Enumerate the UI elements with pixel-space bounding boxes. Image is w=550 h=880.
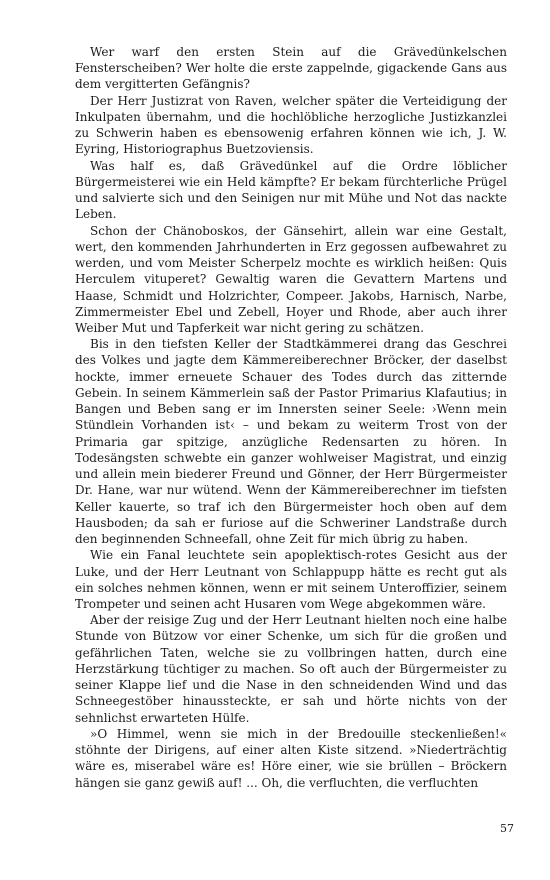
paragraph-2: Der Herr Justizrat von Raven, welcher später die Verteidigung der Inkulpaten übernahm, und die hochlöbliche herzogliche Justizkanzlei zu Schwerin haben es ebensowenig erfahren können wie ich, J. W. Eyring, Historiographus Buetzoviensis. [75, 93, 507, 157]
paragraph-7: Aber der reisige Zug und der Herr Leutnant hielten noch eine halbe Stunde von Bützow vor einer Schenke, um sich für die großen und gefährlichen Taten, welche sie zu vollbringen hatten, durch eine Herzstärkung tüchtiger zu machen. So oft auch der Bürgermeister zu seiner Klappe lief und die Nase in den schneidenden Wind und das Schneegestöber hinaussteckte, er sah und hörte nichts von der sehnlichst erwarteten Hülfe. [75, 613, 507, 725]
paragraph-1: Wer warf den ersten Stein auf die Grävedünkelschen Fensterscheiben? Wer holte die erste zappelnde, gigackende Gans aus dem vergitterten Gefängnis? [75, 45, 507, 92]
paragraph-3: Was half es, daß Grävedünkel auf die Ordre löblicher Bürgermeisterei wie ein Held kämpfte? Er bekam fürchterliche Prügel und salvierte sich und den Seinigen nur mit Mühe und Not das nackte Leben. [75, 158, 507, 222]
paragraph-5: Bis in den tiefsten Keller der Stadtkämmerei drang das Geschrei des Volkes und jagte dem Kämmereiberechner Bröcker, der daselbst hockte, immer erneuete Schauer des Todes durch das zitternde Gebein. In seinem Kämmerlein saß der Pastor Primarius Klafautius; in Bangen und Beben sang er im Innersten seiner Seele: ›Wenn mein Stündlein Vorhanden ist‹ – und bekam zu weiterm Trost von der Primaria gar spitzige, anzügliche Redensarten zu hören. In Todesängsten schwebte ein ganzer wohlweiser Magistrat, und einzig und allein mein biederer Freund und Gönner, der Herr Bürgermeister Dr. Hane, war nur wütend. Wenn der Kämmereiberechner im tiefsten Keller kauerte, so traf ich den Bürgermeister hoch oben auf dem Hausboden; da sah er furiose auf die Schweriner Landstraße durch den beginnenden Schneefall, ohne Zeit für mich übrig zu haben. [75, 337, 507, 547]
paragraph-6: Wie ein Fanal leuchtete sein apoplektisch-rotes Gesicht aus der Luke, und der Herr Leutnant von Schlappupp hätte es recht gut als ein solches nehmen können, wenn er mit seinem Unteroffizier, seinem Trompeter und seinen acht Husaren vom Wege abgekommen wäre. [75, 548, 507, 611]
paragraph-8: »O Himmel, wenn sie mich in der Bredouille steckenließen!« stöhnte der Dirigens, auf einer alten Kiste sitzend. »Niederträchtig wäre es, miserabel wäre es! Höre einer, wie sie brüllen – Bröckern hängen sie ganz gewiß auf! ... Oh, die verfluchten, die verfluchten [75, 726, 507, 790]
paragraph-4: Schon der Chänoboskos, der Gänsehirt, allein war eine Gestalt, wert, den kommenden Jahrhunderten in Erz gegossen aufbewahret zu werden, und vom Meister Scherpelz mochte es wirklich heißen: Quis Herculem vituperet? Gewaltig waren die Gevattern Martens und Haase, Schmidt und Holzrichter, Compeer. Jakobs, Harnisch, Narbe, Zimmermeister Ebel und Zebell, Hoyer und Rhode, aber auch ihrer Weiber Mut und Tapferkeit war nicht gering zu schätzen. [75, 223, 507, 335]
page-number: 57 [500, 822, 514, 835]
body-text [75, 44, 507, 791]
